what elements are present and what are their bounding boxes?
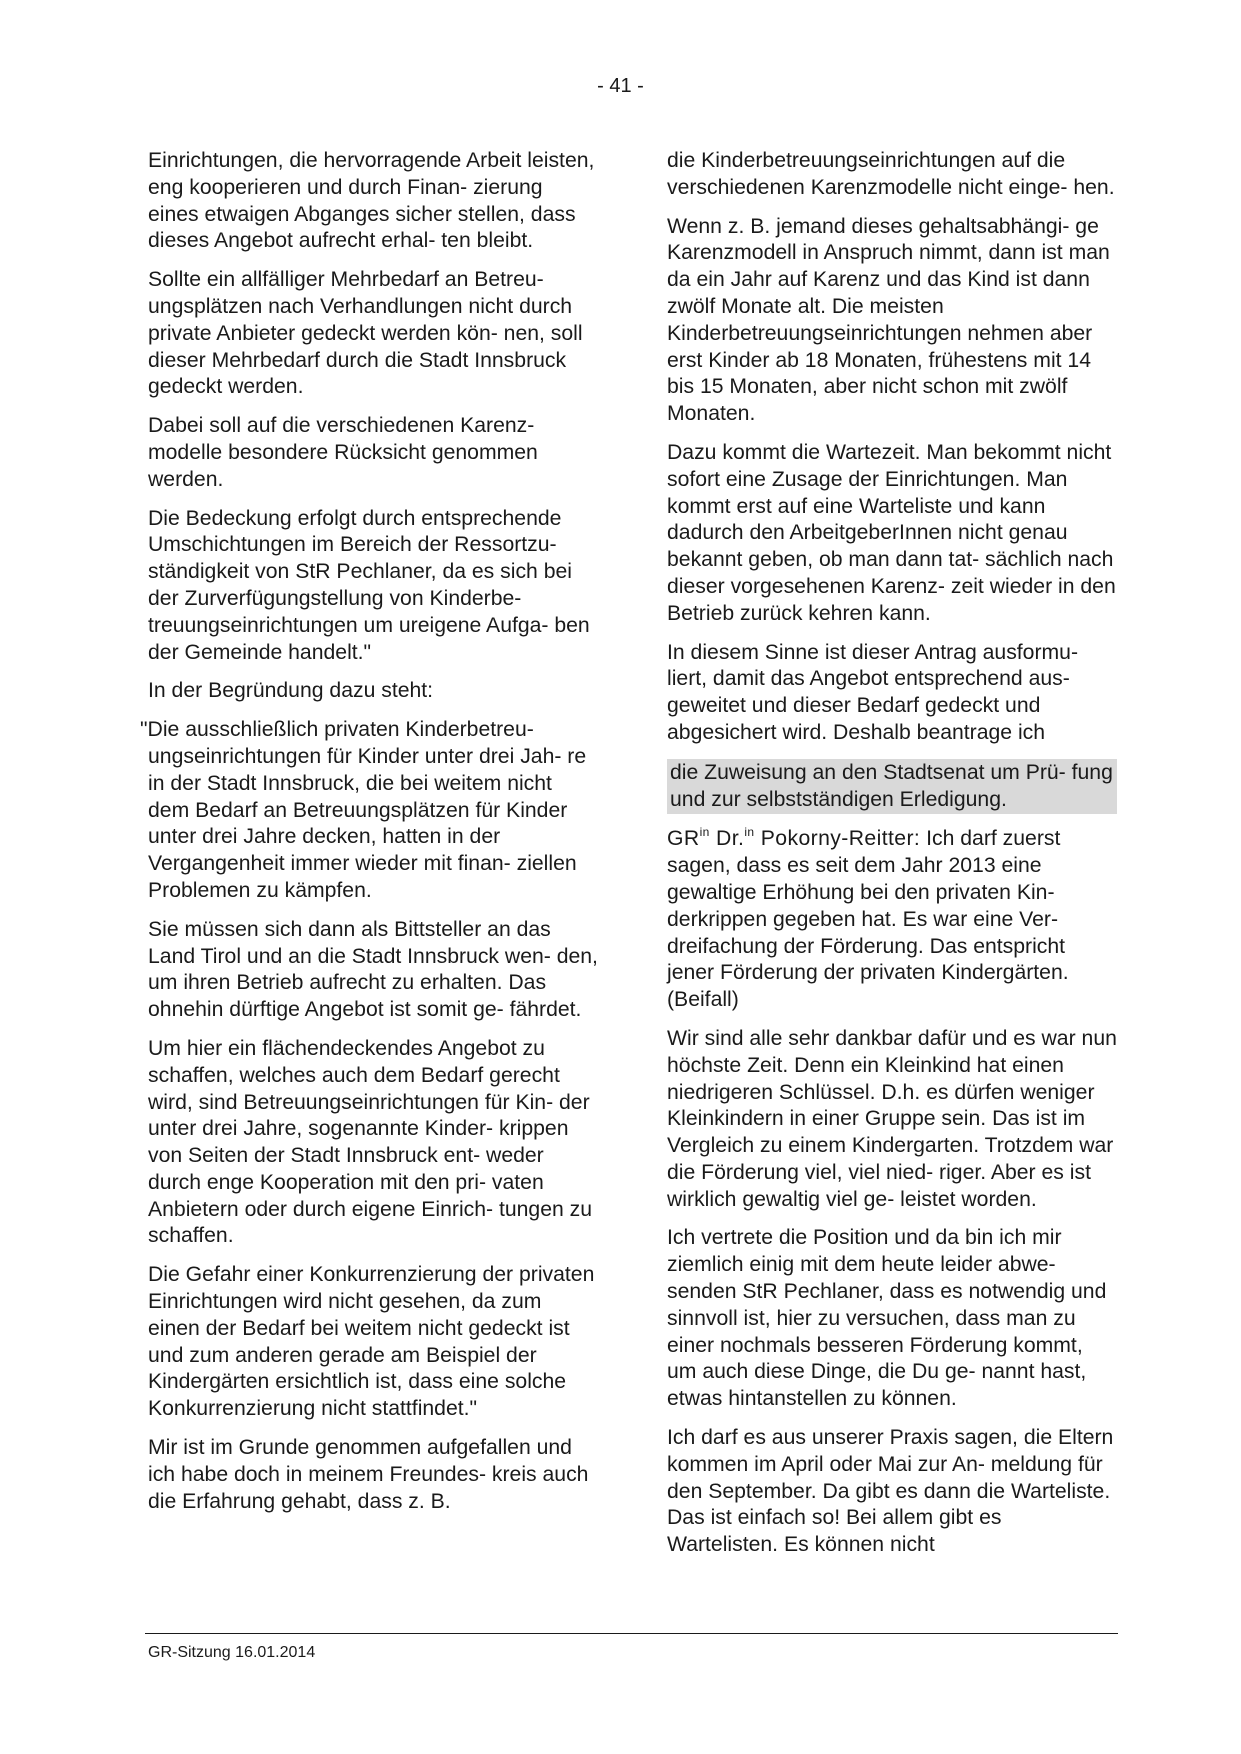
highlighted-motion: die Zuweisung an den Stadtsenat um Prü- fung und zur selbstständigen Erledigung. bbox=[667, 759, 1117, 815]
paragraph: Ich vertrete die Position und da bin ich mir ziemlich einig mit dem heute leider abwe- senden StR Pechlaner, dass es notwendig und sinnvoll ist, hier zu versuchen, dass man zu einer nochmals besseren Förderung kommt, um auch diese Dinge, die Du ge- nannt hast, etwas hintanstellen zu können. bbox=[667, 1226, 1107, 1411]
paragraph: Sollte ein allfälliger Mehrbedarf an Betreu- ungsplätzen nach Verhandlungen nicht durch private Anbieter gedeckt werden kön- nen, soll dieser Mehrbedarf durch die Stadt Innsbruck gedeckt werden. bbox=[148, 268, 583, 399]
speaker-title: $GR^{in}$ Dr.$^{in}$ Pokorny-Reitter: bbox=[667, 825, 921, 851]
paragraph: Die Gefahr einer Konkurrenzierung der privaten Einrichtungen wird nicht gesehen, da zum einen der Bedarf bei weitem nicht gedeckt ist und zum anderen gerade am Beispiel der Kindergärten ersichtlich ist, dass eine solche Konkurrenzierung nicht stattfindet." bbox=[148, 1263, 595, 1421]
paragraph: Wenn z. B. jemand dieses gehaltsabhängi- ge Karenzmodell in Anspruch nimmt, dann ist man da ein Jahr auf Karenz und das Kind ist dann zwölf Monate alt. Die meisten Kinderbetreuungseinrichtungen nehmen aber erst Kinder ab 18 Monaten, frühestens mit 14 bis 15 Monaten, aber nicht schon mit zwölf Monaten. bbox=[667, 214, 1110, 426]
paragraph: Dazu kommt die Wartezeit. Man bekommt nicht sofort eine Zusage der Einrichtungen. Man kommt erst auf eine Warteliste und kann dadurch den ArbeitgeberInnen nicht genau bekannt geben, ob man dann tat- sächlich nach dieser vorgesehenen Karenz- zeit wieder in den Betrieb zurück kehren kann. bbox=[667, 440, 1116, 625]
speaker-name: Pokorny-Reitter: bbox=[760, 827, 921, 851]
paragraph: Mir ist im Grunde genommen aufgefallen und ich habe doch in meinem Freundes- kreis auch die Erfahrung gehabt, dass z. B. bbox=[148, 1436, 589, 1513]
footer-divider bbox=[145, 1633, 1118, 1634]
footer-session-date: GR-Sitzung 16.01.2014 bbox=[148, 1644, 316, 1661]
page-number: - 41 - bbox=[597, 75, 644, 97]
paragraph: Die Bedeckung erfolgt durch entsprechende Umschichtungen im Bereich der Ressortzu- ständigkeit von StR Pechlaner, da es sich bei der Zurverfügungstellung von Kinderbe- treuungseinrichtungen um ureigene Aufga- ben der Gemeinde handelt." bbox=[148, 506, 590, 664]
left-column bbox=[140, 148, 598, 1527]
paragraph: Ich darf es aus unserer Praxis sagen, die Eltern kommen im April oder Mai zur An- meldung für den September. Da gibt es dann die Warteliste. Das ist einfach so! Bei allem gibt es Wartelisten. Es können nicht bbox=[667, 1426, 1114, 1557]
paragraph: die Kinderbetreuungseinrichtungen auf die verschiedenen Karenzmodelle nicht einge- hen. bbox=[667, 149, 1115, 199]
paragraph: Einrichtungen, die hervorragende Arbeit leisten, eng kooperieren und durch Finan- zierung eines etwaigen Abganges sicher stellen, dass dieses Angebot aufrecht erhal- ten bleibt. bbox=[148, 149, 595, 253]
paragraph: Sie müssen sich dann als Bittsteller an das Land Tirol und an die Stadt Innsbruck wen- den, um ihren Betrieb aufrecht zu erhalten. Das ohnehin dürftige Angebot ist somit ge- fährdet. bbox=[148, 917, 598, 1022]
quote-paragraph: "Die ausschließlich privaten Kinderbetreu- ungseinrichtungen für Kinder unter drei Jah- re in der Stadt Innsbruck, die bei weitem nicht dem Bedarf an Betreuungsplätzen für Kinder unter drei Jahre decken, hatten in der Vergangenheit immer wieder mit finan- ziellen Problemen zu kämpfen. bbox=[140, 718, 587, 902]
paragraph: Dabei soll auf die verschiedenen Karenz- modelle besondere Rücksicht genommen werden. bbox=[148, 414, 538, 491]
paragraph: Um hier ein flächendeckendes Angebot zu schaffen, welches auch dem Bedarf gerecht wird, sind Betreuungseinrichtungen für Kin- der unter drei Jahre, sogenannte Kinder- krippen von Seiten der Stadt Innsbruck ent- weder durch enge Kooperation mit den pri- vaten Anbietern oder durch eigene Einrich- tungen zu schaffen. bbox=[148, 1036, 593, 1248]
speaker-paragraph: $GR^{in}$ Dr.$^{in}$ Pokorny-Reitter: Ich darf zuerst sagen, dass es seit dem Jahr 2013 eine gewaltige Erhöhung bei den privaten Kin- derkrippen gegeben hat. Es war eine Ver- dreifachung der Förderung. Das entspricht jener Förderung der privaten Kindergärten. (Beifall) bbox=[667, 825, 1069, 1012]
paragraph: In diesem Sinne ist dieser Antrag ausformu- liert, damit das Angebot entsprechend aus- geweitet und dieser Bedarf gedeckt und abgesichert wird. Deshalb beantrage ich bbox=[667, 640, 1079, 744]
paragraph: In der Begründung dazu steht: bbox=[148, 679, 434, 703]
paragraph: Wir sind alle sehr dankbar dafür und es war nun höchste Zeit. Denn ein Kleinkind hat einen niedrigeren Schlüssel. D.h. es dürfen weniger Kleinkindern in einer Gruppe sein. Das ist im Vergleich zu einem Kindergarten. Trotzdem war die Förderung viel, viel nied- riger. Aber es ist wirklich gewaltig viel ge- leistet worden. bbox=[667, 1026, 1117, 1211]
right-column bbox=[667, 148, 1117, 1571]
